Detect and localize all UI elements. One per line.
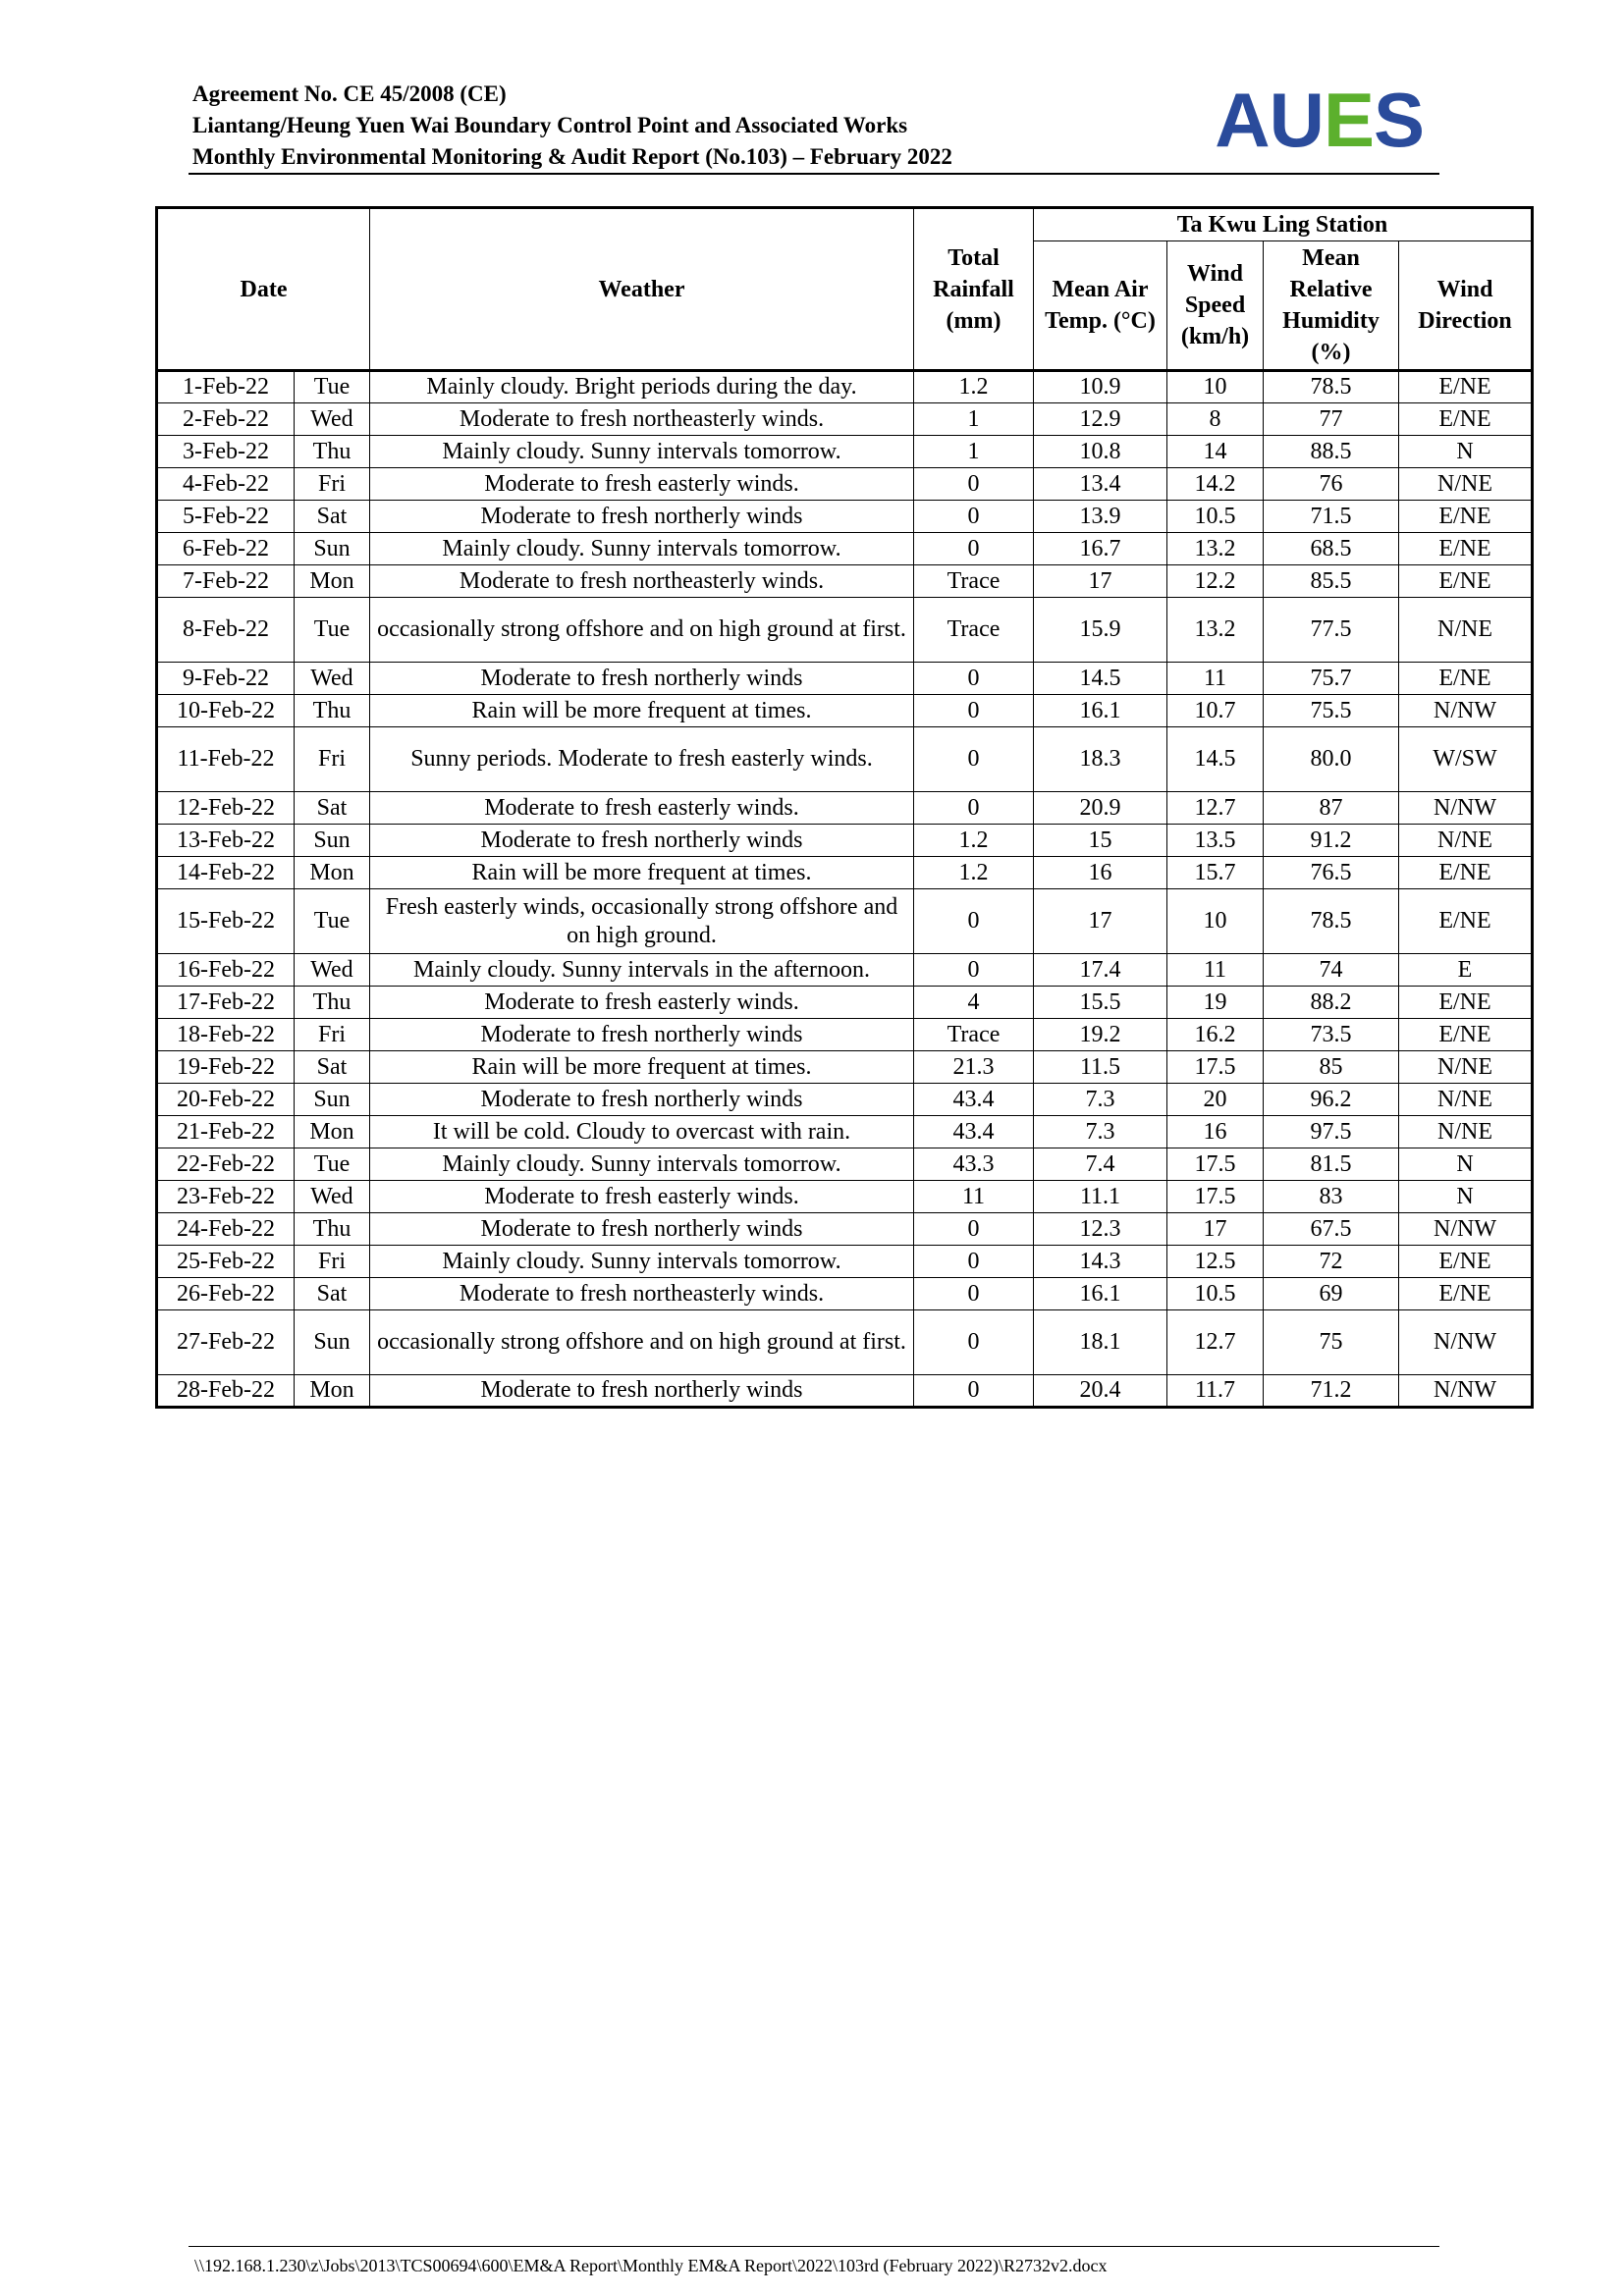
table-row bbox=[157, 598, 1533, 663]
table-row bbox=[157, 1310, 1533, 1375]
cell-day: Sat bbox=[295, 501, 370, 533]
cell-air-temp: 17 bbox=[1034, 889, 1167, 954]
cell-weather: Moderate to fresh easterly winds. bbox=[370, 987, 914, 1019]
table-row bbox=[157, 1213, 1533, 1246]
cell-weather: occasionally strong offshore and on high ground at first. bbox=[370, 1310, 914, 1375]
cell-humidity: 91.2 bbox=[1264, 825, 1399, 857]
table-row bbox=[157, 954, 1533, 987]
cell-wind-speed: 16.2 bbox=[1167, 1019, 1264, 1051]
cell-air-temp: 18.3 bbox=[1034, 727, 1167, 792]
cell-air-temp: 7.4 bbox=[1034, 1148, 1167, 1181]
cell-wind-direction: E/NE bbox=[1399, 403, 1533, 436]
cell-humidity: 68.5 bbox=[1264, 533, 1399, 565]
cell-date: 14-Feb-22 bbox=[157, 857, 295, 889]
cell-humidity: 80.0 bbox=[1264, 727, 1399, 792]
table-row bbox=[157, 695, 1533, 727]
cell-day: Mon bbox=[295, 857, 370, 889]
cell-air-temp: 12.9 bbox=[1034, 403, 1167, 436]
cell-wind-speed: 16 bbox=[1167, 1116, 1264, 1148]
cell-weather: Moderate to fresh northeasterly winds. bbox=[370, 403, 914, 436]
cell-wind-direction: N bbox=[1399, 436, 1533, 468]
cell-day: Wed bbox=[295, 954, 370, 987]
cell-day: Thu bbox=[295, 987, 370, 1019]
cell-humidity: 87 bbox=[1264, 792, 1399, 825]
cell-wind-speed: 10 bbox=[1167, 889, 1264, 954]
cell-wind-direction: E/NE bbox=[1399, 663, 1533, 695]
cell-weather: Rain will be more frequent at times. bbox=[370, 857, 914, 889]
cell-wind-speed: 19 bbox=[1167, 987, 1264, 1019]
cell-humidity: 67.5 bbox=[1264, 1213, 1399, 1246]
cell-day: Thu bbox=[295, 695, 370, 727]
cell-day: Tue bbox=[295, 889, 370, 954]
cell-wind-speed: 14 bbox=[1167, 436, 1264, 468]
cell-wind-speed: 20 bbox=[1167, 1084, 1264, 1116]
cell-wind-direction: E/NE bbox=[1399, 857, 1533, 889]
cell-date: 10-Feb-22 bbox=[157, 695, 295, 727]
cell-date: 25-Feb-22 bbox=[157, 1246, 295, 1278]
cell-air-temp: 10.8 bbox=[1034, 436, 1167, 468]
cell-weather: Rain will be more frequent at times. bbox=[370, 1051, 914, 1084]
cell-humidity: 88.5 bbox=[1264, 436, 1399, 468]
cell-date: 3-Feb-22 bbox=[157, 436, 295, 468]
cell-wind-speed: 12.2 bbox=[1167, 565, 1264, 598]
cell-day: Fri bbox=[295, 727, 370, 792]
cell-weather: Moderate to fresh easterly winds. bbox=[370, 792, 914, 825]
cell-rainfall: 0 bbox=[914, 1278, 1034, 1310]
cell-wind-speed: 8 bbox=[1167, 403, 1264, 436]
table-row bbox=[157, 565, 1533, 598]
cell-air-temp: 20.4 bbox=[1034, 1375, 1167, 1408]
cell-humidity: 75.5 bbox=[1264, 695, 1399, 727]
cell-humidity: 85.5 bbox=[1264, 565, 1399, 598]
cell-wind-speed: 14.5 bbox=[1167, 727, 1264, 792]
cell-air-temp: 14.3 bbox=[1034, 1246, 1167, 1278]
cell-air-temp: 16.1 bbox=[1034, 1278, 1167, 1310]
cell-humidity: 78.5 bbox=[1264, 889, 1399, 954]
cell-wind-direction: N/NE bbox=[1399, 1084, 1533, 1116]
table-row bbox=[157, 727, 1533, 792]
cell-wind-direction: N/NW bbox=[1399, 1375, 1533, 1408]
cell-weather: Moderate to fresh easterly winds. bbox=[370, 468, 914, 501]
cell-day: Tue bbox=[295, 1148, 370, 1181]
cell-weather: It will be cold. Cloudy to overcast with rain. bbox=[370, 1116, 914, 1148]
table-row bbox=[157, 663, 1533, 695]
cell-day: Sun bbox=[295, 825, 370, 857]
cell-wind-direction: E/NE bbox=[1399, 565, 1533, 598]
header-station: Ta Kwu Ling Station bbox=[1034, 208, 1533, 241]
cell-air-temp: 10.9 bbox=[1034, 371, 1167, 403]
logo-part-e: E bbox=[1323, 77, 1374, 163]
cell-weather: Moderate to fresh northerly winds bbox=[370, 1213, 914, 1246]
cell-date: 7-Feb-22 bbox=[157, 565, 295, 598]
file-path: \\192.168.1.230\z\Jobs\2013\TCS00694\600\EM&A Report\Monthly EM&A Report\2022\103rd (February 2022)\R2732v2.docx bbox=[194, 2256, 1108, 2275]
cell-wind-direction: E/NE bbox=[1399, 987, 1533, 1019]
cell-weather: Moderate to fresh northerly winds bbox=[370, 501, 914, 533]
cell-rainfall: 1 bbox=[914, 436, 1034, 468]
cell-day: Sun bbox=[295, 1084, 370, 1116]
cell-wind-speed: 17.5 bbox=[1167, 1051, 1264, 1084]
cell-wind-direction: E/NE bbox=[1399, 1278, 1533, 1310]
cell-humidity: 74 bbox=[1264, 954, 1399, 987]
cell-wind-speed: 17 bbox=[1167, 1213, 1264, 1246]
cell-rainfall: 0 bbox=[914, 1310, 1034, 1375]
cell-date: 18-Feb-22 bbox=[157, 1019, 295, 1051]
cell-day: Thu bbox=[295, 436, 370, 468]
cell-day: Mon bbox=[295, 565, 370, 598]
cell-rainfall: 0 bbox=[914, 501, 1034, 533]
table-row bbox=[157, 987, 1533, 1019]
cell-wind-direction: N bbox=[1399, 1148, 1533, 1181]
header-humidity: Mean Relative Humidity (%) bbox=[1264, 241, 1399, 371]
cell-humidity: 75 bbox=[1264, 1310, 1399, 1375]
table-row bbox=[157, 1246, 1533, 1278]
cell-humidity: 77 bbox=[1264, 403, 1399, 436]
cell-rainfall: Trace bbox=[914, 598, 1034, 663]
cell-day: Fri bbox=[295, 1019, 370, 1051]
cell-day: Thu bbox=[295, 1213, 370, 1246]
cell-air-temp: 13.4 bbox=[1034, 468, 1167, 501]
header-wind-speed: Wind Speed (km/h) bbox=[1167, 241, 1264, 371]
cell-rainfall: Trace bbox=[914, 1019, 1034, 1051]
cell-rainfall: 0 bbox=[914, 663, 1034, 695]
cell-date: 24-Feb-22 bbox=[157, 1213, 295, 1246]
cell-weather: Fresh easterly winds, occasionally strong offshore and on high ground. bbox=[370, 889, 914, 954]
cell-wind-direction: E/NE bbox=[1399, 889, 1533, 954]
cell-air-temp: 17 bbox=[1034, 565, 1167, 598]
cell-rainfall: 4 bbox=[914, 987, 1034, 1019]
cell-rainfall: 43.4 bbox=[914, 1116, 1034, 1148]
cell-wind-speed: 10.5 bbox=[1167, 1278, 1264, 1310]
cell-air-temp: 16.7 bbox=[1034, 533, 1167, 565]
cell-date: 19-Feb-22 bbox=[157, 1051, 295, 1084]
cell-day: Wed bbox=[295, 403, 370, 436]
cell-wind-direction: E/NE bbox=[1399, 371, 1533, 403]
cell-rainfall: 0 bbox=[914, 727, 1034, 792]
cell-wind-speed: 12.5 bbox=[1167, 1246, 1264, 1278]
cell-date: 22-Feb-22 bbox=[157, 1148, 295, 1181]
cell-day: Tue bbox=[295, 371, 370, 403]
cell-weather: Moderate to fresh northeasterly winds. bbox=[370, 565, 914, 598]
cell-humidity: 73.5 bbox=[1264, 1019, 1399, 1051]
cell-wind-speed: 10 bbox=[1167, 371, 1264, 403]
cell-wind-direction: N/NE bbox=[1399, 1116, 1533, 1148]
header-text-block bbox=[192, 79, 952, 173]
cell-wind-direction: E/NE bbox=[1399, 501, 1533, 533]
cell-humidity: 69 bbox=[1264, 1278, 1399, 1310]
cell-date: 28-Feb-22 bbox=[157, 1375, 295, 1408]
page-footer bbox=[189, 2254, 1439, 2277]
cell-date: 9-Feb-22 bbox=[157, 663, 295, 695]
table-row bbox=[157, 501, 1533, 533]
cell-date: 23-Feb-22 bbox=[157, 1181, 295, 1213]
cell-rainfall: 0 bbox=[914, 468, 1034, 501]
cell-rainfall: 21.3 bbox=[914, 1051, 1034, 1084]
cell-humidity: 83 bbox=[1264, 1181, 1399, 1213]
cell-rainfall: 1 bbox=[914, 403, 1034, 436]
cell-wind-speed: 17.5 bbox=[1167, 1148, 1264, 1181]
cell-rainfall: 0 bbox=[914, 1246, 1034, 1278]
table-row bbox=[157, 1084, 1533, 1116]
table-row bbox=[157, 468, 1533, 501]
cell-wind-direction: N/NW bbox=[1399, 695, 1533, 727]
cell-humidity: 71.2 bbox=[1264, 1375, 1399, 1408]
cell-air-temp: 20.9 bbox=[1034, 792, 1167, 825]
cell-humidity: 77.5 bbox=[1264, 598, 1399, 663]
cell-rainfall: 0 bbox=[914, 954, 1034, 987]
table-row bbox=[157, 1375, 1533, 1408]
cell-date: 17-Feb-22 bbox=[157, 987, 295, 1019]
table-row bbox=[157, 436, 1533, 468]
cell-date: 11-Feb-22 bbox=[157, 727, 295, 792]
table-row bbox=[157, 533, 1533, 565]
cell-day: Fri bbox=[295, 468, 370, 501]
cell-weather: Moderate to fresh northeasterly winds. bbox=[370, 1278, 914, 1310]
cell-wind-direction: N/NE bbox=[1399, 1051, 1533, 1084]
cell-wind-speed: 13.2 bbox=[1167, 533, 1264, 565]
table-row bbox=[157, 1051, 1533, 1084]
cell-rainfall: 0 bbox=[914, 792, 1034, 825]
cell-air-temp: 11.1 bbox=[1034, 1181, 1167, 1213]
cell-wind-speed: 10.5 bbox=[1167, 501, 1264, 533]
header-wind-direction: Wind Direction bbox=[1399, 241, 1533, 371]
cell-date: 15-Feb-22 bbox=[157, 889, 295, 954]
cell-rainfall: 43.4 bbox=[914, 1084, 1034, 1116]
cell-weather: Mainly cloudy. Sunny intervals tomorrow. bbox=[370, 1246, 914, 1278]
table-body bbox=[157, 371, 1533, 1408]
table-row bbox=[157, 825, 1533, 857]
cell-weather: Sunny periods. Moderate to fresh easterly winds. bbox=[370, 727, 914, 792]
aues-logo bbox=[1215, 77, 1424, 163]
header-date: Date bbox=[157, 208, 370, 371]
table-row bbox=[157, 1019, 1533, 1051]
cell-day: Sat bbox=[295, 1278, 370, 1310]
cell-wind-direction: N/NE bbox=[1399, 598, 1533, 663]
cell-wind-direction: N/NW bbox=[1399, 792, 1533, 825]
cell-air-temp: 7.3 bbox=[1034, 1116, 1167, 1148]
cell-day: Tue bbox=[295, 598, 370, 663]
table-row bbox=[157, 371, 1533, 403]
cell-wind-speed: 10.7 bbox=[1167, 695, 1264, 727]
cell-rainfall: 43.3 bbox=[914, 1148, 1034, 1181]
report-title: Monthly Environmental Monitoring & Audit Report (No.103) – February 2022 bbox=[192, 144, 952, 169]
cell-humidity: 76.5 bbox=[1264, 857, 1399, 889]
cell-wind-speed: 13.2 bbox=[1167, 598, 1264, 663]
cell-date: 21-Feb-22 bbox=[157, 1116, 295, 1148]
cell-date: 6-Feb-22 bbox=[157, 533, 295, 565]
cell-date: 4-Feb-22 bbox=[157, 468, 295, 501]
table-row bbox=[157, 1116, 1533, 1148]
cell-rainfall: 0 bbox=[914, 1213, 1034, 1246]
cell-humidity: 97.5 bbox=[1264, 1116, 1399, 1148]
cell-weather: occasionally strong offshore and on high ground at first. bbox=[370, 598, 914, 663]
cell-wind-direction: E/NE bbox=[1399, 1246, 1533, 1278]
header-divider bbox=[189, 173, 1439, 175]
cell-wind-direction: E/NE bbox=[1399, 1019, 1533, 1051]
cell-rainfall: 0 bbox=[914, 1375, 1034, 1408]
cell-air-temp: 15.9 bbox=[1034, 598, 1167, 663]
cell-date: 16-Feb-22 bbox=[157, 954, 295, 987]
cell-humidity: 88.2 bbox=[1264, 987, 1399, 1019]
cell-date: 1-Feb-22 bbox=[157, 371, 295, 403]
cell-air-temp: 19.2 bbox=[1034, 1019, 1167, 1051]
cell-wind-direction: W/SW bbox=[1399, 727, 1533, 792]
header-row-1 bbox=[157, 208, 1533, 241]
cell-date: 13-Feb-22 bbox=[157, 825, 295, 857]
cell-day: Fri bbox=[295, 1246, 370, 1278]
cell-weather: Mainly cloudy. Sunny intervals tomorrow. bbox=[370, 1148, 914, 1181]
cell-weather: Moderate to fresh northerly winds bbox=[370, 1375, 914, 1408]
cell-day: Sun bbox=[295, 1310, 370, 1375]
table-row bbox=[157, 792, 1533, 825]
cell-air-temp: 16.1 bbox=[1034, 695, 1167, 727]
cell-weather: Rain will be more frequent at times. bbox=[370, 695, 914, 727]
cell-air-temp: 15 bbox=[1034, 825, 1167, 857]
cell-rainfall: 1.2 bbox=[914, 857, 1034, 889]
cell-air-temp: 7.3 bbox=[1034, 1084, 1167, 1116]
header-total-rainfall: Total Rainfall (mm) bbox=[914, 208, 1034, 371]
cell-humidity: 96.2 bbox=[1264, 1084, 1399, 1116]
cell-air-temp: 11.5 bbox=[1034, 1051, 1167, 1084]
cell-air-temp: 17.4 bbox=[1034, 954, 1167, 987]
cell-rainfall: 1.2 bbox=[914, 825, 1034, 857]
cell-weather: Moderate to fresh northerly winds bbox=[370, 663, 914, 695]
logo-part-s: S bbox=[1373, 77, 1424, 163]
cell-air-temp: 13.9 bbox=[1034, 501, 1167, 533]
header-mean-air-temp: Mean Air Temp. (°C) bbox=[1034, 241, 1167, 371]
cell-humidity: 85 bbox=[1264, 1051, 1399, 1084]
cell-day: Sat bbox=[295, 792, 370, 825]
cell-wind-direction: N bbox=[1399, 1181, 1533, 1213]
cell-wind-speed: 11 bbox=[1167, 663, 1264, 695]
cell-date: 26-Feb-22 bbox=[157, 1278, 295, 1310]
cell-wind-direction: N/NE bbox=[1399, 468, 1533, 501]
cell-rainfall: 11 bbox=[914, 1181, 1034, 1213]
footer-divider bbox=[189, 2246, 1439, 2247]
cell-wind-speed: 15.7 bbox=[1167, 857, 1264, 889]
cell-wind-direction: E/NE bbox=[1399, 533, 1533, 565]
cell-rainfall: Trace bbox=[914, 565, 1034, 598]
cell-wind-speed: 17.5 bbox=[1167, 1181, 1264, 1213]
project-title: Liantang/Heung Yuen Wai Boundary Control Point and Associated Works bbox=[192, 113, 908, 137]
cell-weather: Moderate to fresh northerly winds bbox=[370, 825, 914, 857]
cell-wind-speed: 12.7 bbox=[1167, 1310, 1264, 1375]
logo-part-au: AU bbox=[1215, 77, 1324, 163]
cell-weather: Mainly cloudy. Sunny intervals in the afternoon. bbox=[370, 954, 914, 987]
table-row bbox=[157, 857, 1533, 889]
cell-wind-direction: N/NE bbox=[1399, 825, 1533, 857]
cell-wind-speed: 13.5 bbox=[1167, 825, 1264, 857]
cell-weather: Mainly cloudy. Sunny intervals tomorrow. bbox=[370, 436, 914, 468]
cell-day: Sun bbox=[295, 533, 370, 565]
cell-weather: Moderate to fresh easterly winds. bbox=[370, 1181, 914, 1213]
cell-air-temp: 15.5 bbox=[1034, 987, 1167, 1019]
cell-air-temp: 18.1 bbox=[1034, 1310, 1167, 1375]
cell-wind-speed: 14.2 bbox=[1167, 468, 1264, 501]
cell-wind-direction: E bbox=[1399, 954, 1533, 987]
cell-rainfall: 0 bbox=[914, 889, 1034, 954]
page-header bbox=[189, 79, 1439, 173]
cell-weather: Moderate to fresh northerly winds bbox=[370, 1019, 914, 1051]
cell-date: 27-Feb-22 bbox=[157, 1310, 295, 1375]
cell-humidity: 72 bbox=[1264, 1246, 1399, 1278]
cell-humidity: 81.5 bbox=[1264, 1148, 1399, 1181]
table-row bbox=[157, 403, 1533, 436]
cell-air-temp: 14.5 bbox=[1034, 663, 1167, 695]
weather-table-container bbox=[155, 206, 1534, 1409]
cell-wind-speed: 12.7 bbox=[1167, 792, 1264, 825]
cell-date: 5-Feb-22 bbox=[157, 501, 295, 533]
cell-humidity: 71.5 bbox=[1264, 501, 1399, 533]
table-row bbox=[157, 1278, 1533, 1310]
cell-humidity: 76 bbox=[1264, 468, 1399, 501]
cell-day: Mon bbox=[295, 1375, 370, 1408]
cell-date: 2-Feb-22 bbox=[157, 403, 295, 436]
cell-date: 20-Feb-22 bbox=[157, 1084, 295, 1116]
cell-humidity: 78.5 bbox=[1264, 371, 1399, 403]
cell-day: Sat bbox=[295, 1051, 370, 1084]
cell-humidity: 75.7 bbox=[1264, 663, 1399, 695]
cell-rainfall: 0 bbox=[914, 695, 1034, 727]
cell-rainfall: 0 bbox=[914, 533, 1034, 565]
cell-wind-direction: N/NW bbox=[1399, 1213, 1533, 1246]
cell-rainfall: 1.2 bbox=[914, 371, 1034, 403]
cell-weather: Moderate to fresh northerly winds bbox=[370, 1084, 914, 1116]
cell-weather: Mainly cloudy. Sunny intervals tomorrow. bbox=[370, 533, 914, 565]
table-row bbox=[157, 1181, 1533, 1213]
cell-air-temp: 16 bbox=[1034, 857, 1167, 889]
header-weather: Weather bbox=[370, 208, 914, 371]
table-row bbox=[157, 889, 1533, 954]
cell-air-temp: 12.3 bbox=[1034, 1213, 1167, 1246]
cell-date: 12-Feb-22 bbox=[157, 792, 295, 825]
cell-wind-direction: N/NW bbox=[1399, 1310, 1533, 1375]
weather-table bbox=[155, 206, 1534, 1409]
cell-wind-speed: 11.7 bbox=[1167, 1375, 1264, 1408]
cell-wind-speed: 11 bbox=[1167, 954, 1264, 987]
table-row bbox=[157, 1148, 1533, 1181]
cell-day: Mon bbox=[295, 1116, 370, 1148]
cell-date: 8-Feb-22 bbox=[157, 598, 295, 663]
cell-weather: Mainly cloudy. Bright periods during the day. bbox=[370, 371, 914, 403]
agreement-number: Agreement No. CE 45/2008 (CE) bbox=[192, 81, 507, 106]
cell-day: Wed bbox=[295, 663, 370, 695]
cell-day: Wed bbox=[295, 1181, 370, 1213]
